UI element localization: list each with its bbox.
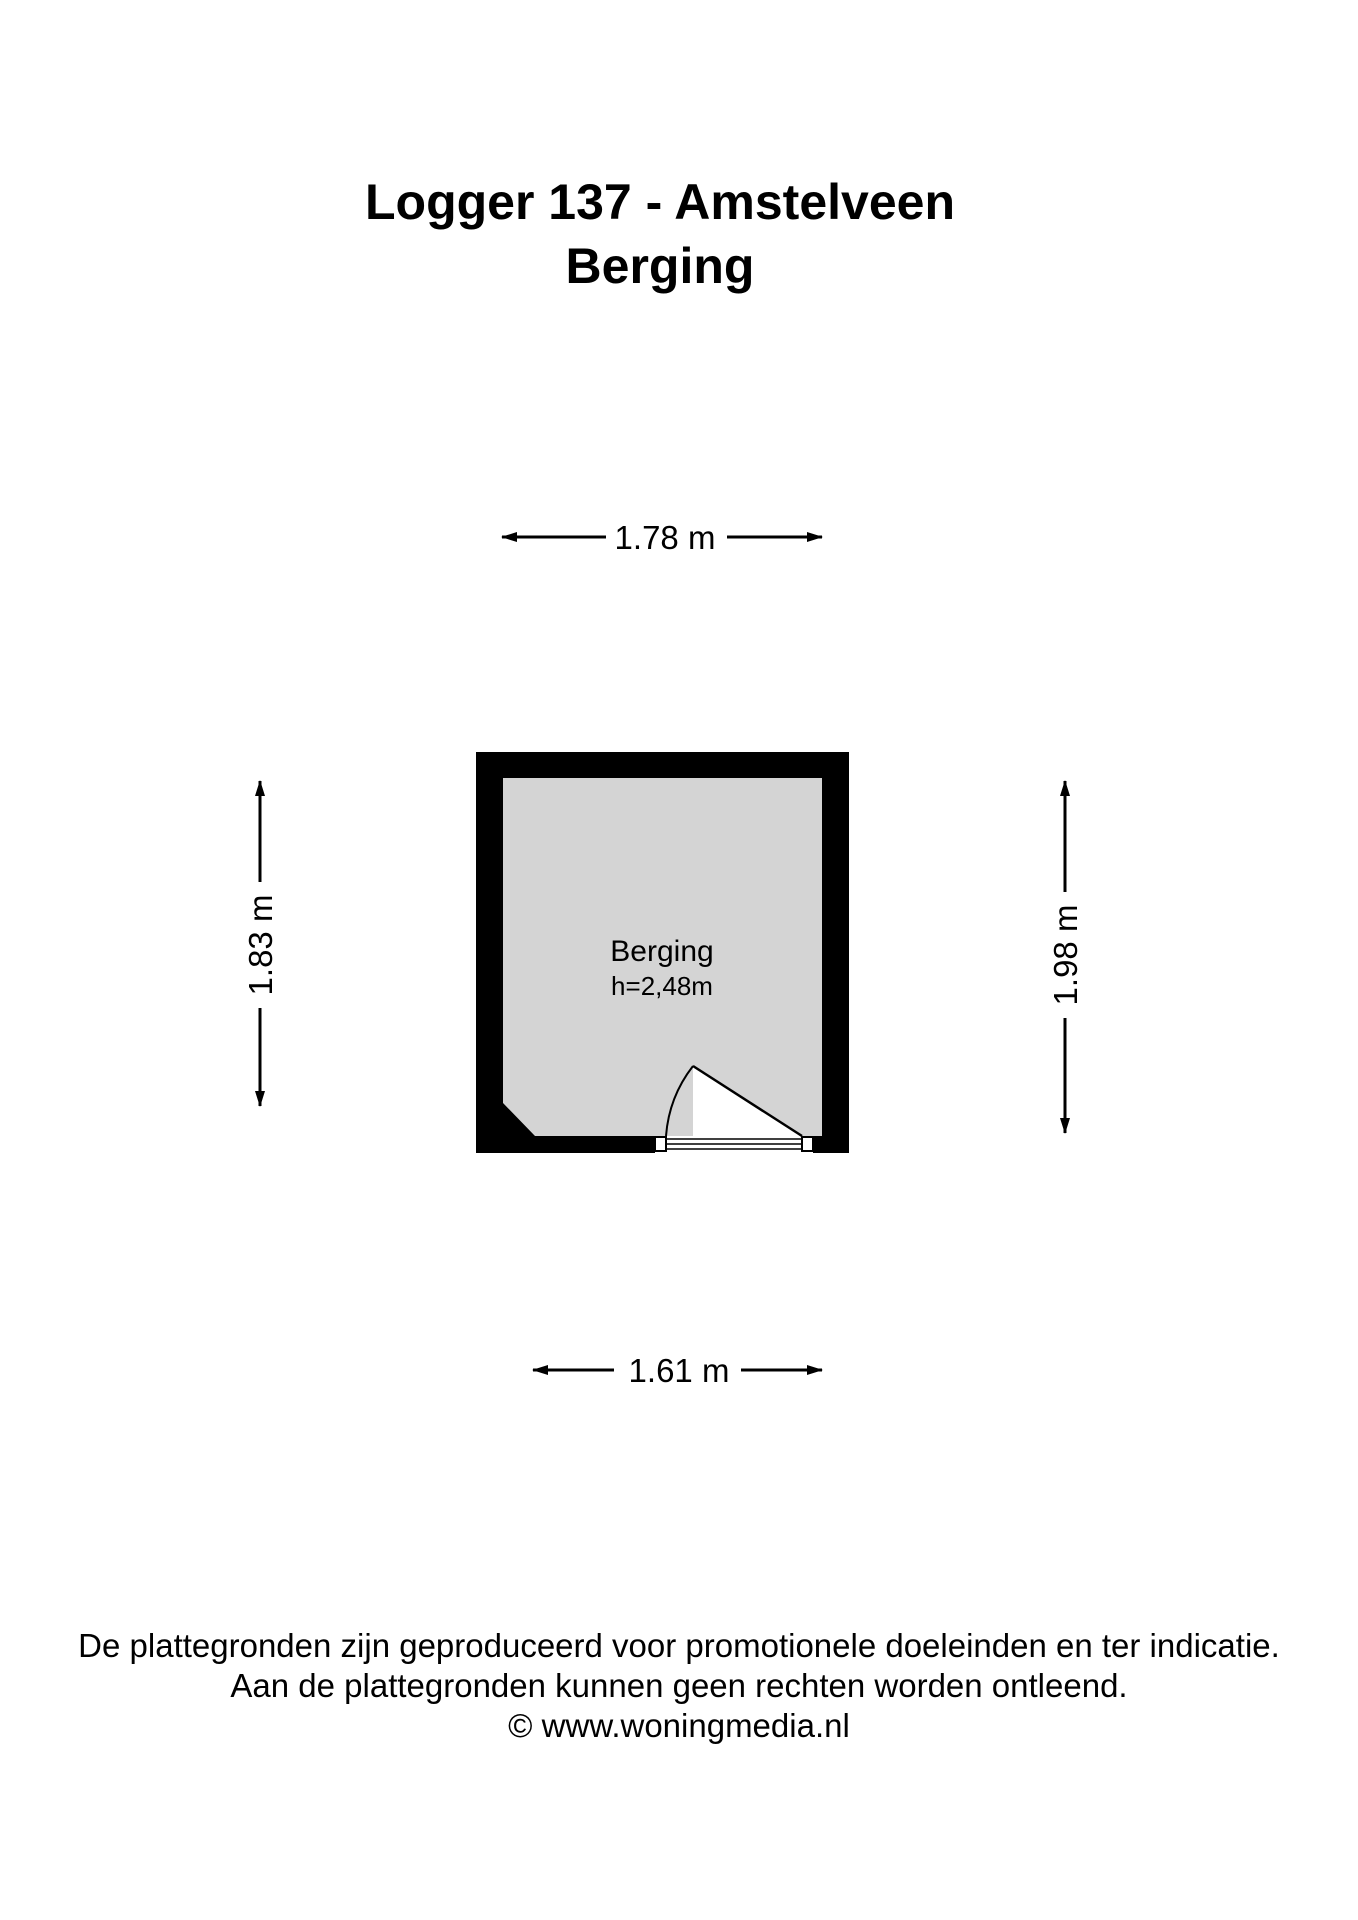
dimension-bottom-label: 1.61 m: [628, 1352, 730, 1389]
room-name: Berging: [610, 935, 714, 968]
disclaimer-line-1: De plattegronden zijn geproduceerd voor promotionele doeleinden en ter indicatie.: [78, 1627, 1280, 1664]
dimension-right-label: 1.98 m: [1047, 904, 1084, 1006]
disclaimer-line-2: Aan de plattegronden kunnen geen rechten worden ontleend.: [230, 1667, 1128, 1704]
dimension-top: [502, 519, 822, 556]
room-height: h=2,48m: [611, 971, 713, 1001]
door-frame-right: [802, 1137, 813, 1151]
door-frame-left: [655, 1137, 666, 1151]
dimension-right: [1047, 781, 1084, 1133]
dimension-top-label: 1.78 m: [614, 519, 716, 556]
plan-subtitle: Berging: [565, 238, 755, 294]
dimension-left: [242, 781, 279, 1106]
dimension-bottom: [533, 1352, 822, 1389]
dimension-left-label: 1.83 m: [242, 894, 279, 996]
copyright-line: © www.woningmedia.nl: [508, 1707, 850, 1744]
plan-title: Logger 137 - Amstelveen: [364, 174, 955, 230]
